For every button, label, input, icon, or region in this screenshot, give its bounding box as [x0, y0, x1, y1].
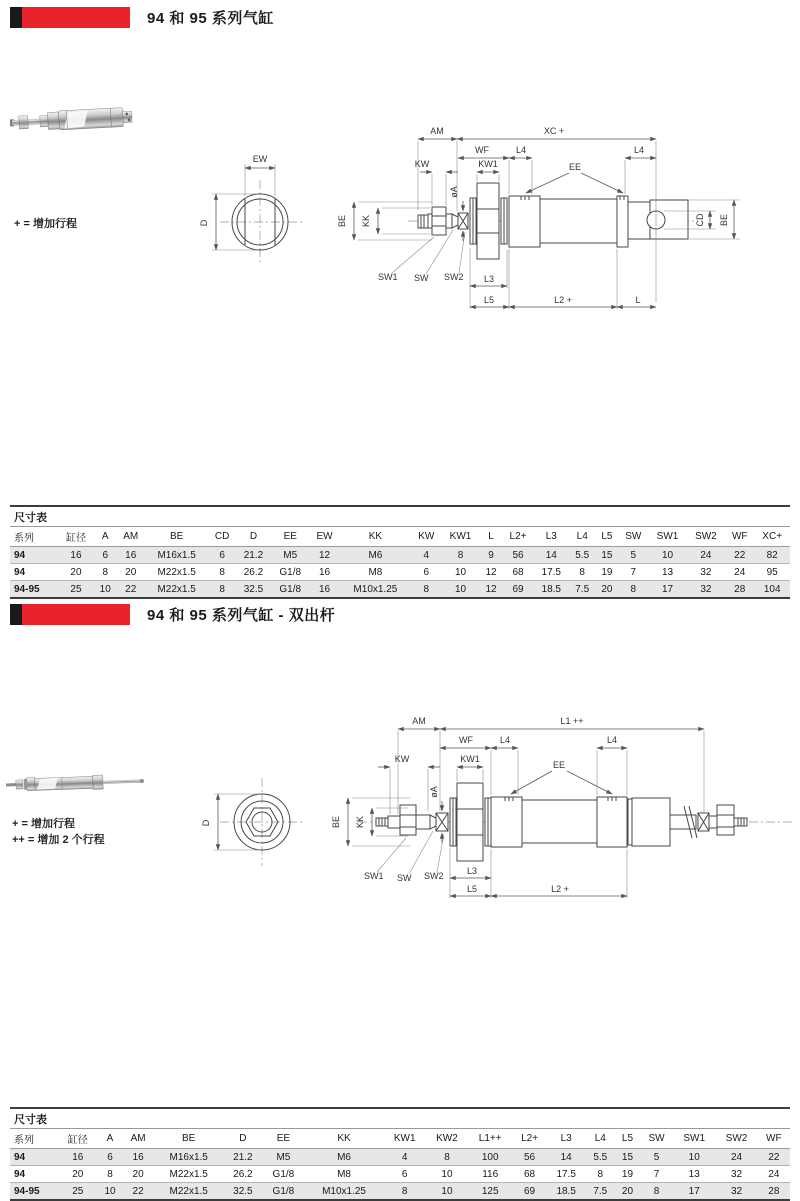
- cylinder-side-view: [331, 716, 792, 898]
- table-row: [10, 1149, 790, 1166]
- value-cell: 8: [569, 564, 596, 581]
- value-cell: 5: [640, 1149, 673, 1166]
- value-cell: 22: [758, 1149, 790, 1166]
- value-cell: 6: [94, 547, 117, 564]
- value-cell: 69: [502, 581, 533, 599]
- value-cell: M22x1.5: [154, 1183, 224, 1201]
- photo-rear-rod: [103, 780, 141, 784]
- column-header: WF: [758, 1129, 790, 1149]
- dim-label-ee: EE: [553, 760, 565, 770]
- value-cell: 16: [122, 1149, 153, 1166]
- value-cell: 12: [309, 547, 339, 564]
- value-cell: 15: [596, 547, 619, 564]
- value-cell: G1/8: [262, 1166, 304, 1183]
- value-cell: 32.5: [224, 1183, 263, 1201]
- value-cell: 8: [640, 1183, 673, 1201]
- value-cell: M5: [271, 547, 309, 564]
- value-cell: M16x1.5: [154, 1149, 224, 1166]
- series-cell: 94: [10, 1166, 58, 1183]
- column-header: L4: [586, 1129, 616, 1149]
- value-cell: 25: [58, 1183, 98, 1201]
- value-cell: 6: [384, 1166, 426, 1183]
- dim-label-be-left: BE: [337, 215, 347, 227]
- column-header: L1++: [468, 1129, 512, 1149]
- value-cell: 6: [208, 547, 236, 564]
- dim-label-dia-a: øA: [429, 786, 439, 798]
- cylinder-side-view: [337, 126, 740, 309]
- value-cell: M8: [340, 564, 412, 581]
- value-cell: 8: [441, 547, 479, 564]
- column-header: A: [98, 1129, 123, 1149]
- table-title: 尺寸表: [10, 505, 790, 527]
- value-cell: M6: [340, 547, 412, 564]
- column-header: L2+: [502, 527, 533, 547]
- dim-label-wf: WF: [475, 145, 489, 155]
- column-header: KW1: [384, 1129, 426, 1149]
- dim-label-kk: KK: [361, 215, 371, 227]
- column-header: KK: [340, 527, 412, 547]
- value-cell: 100: [468, 1149, 512, 1166]
- column-header: SW1: [648, 527, 686, 547]
- value-cell: 20: [615, 1183, 640, 1201]
- value-cell: M10x1.25: [305, 1183, 384, 1201]
- value-cell: M22x1.5: [145, 564, 208, 581]
- value-cell: M6: [305, 1149, 384, 1166]
- dim-label-l3: L3: [467, 866, 477, 876]
- dim-label-l: L: [635, 295, 640, 305]
- stroke-note: [12, 816, 105, 848]
- value-cell: 15: [615, 1149, 640, 1166]
- value-cell: 10: [441, 581, 479, 599]
- value-cell: M22x1.5: [145, 581, 208, 599]
- value-cell: 6: [411, 564, 441, 581]
- dim-label-am: AM: [430, 126, 444, 136]
- value-cell: 19: [596, 564, 619, 581]
- mounting-nut: [470, 183, 507, 259]
- value-cell: 8: [98, 1166, 123, 1183]
- value-cell: 10: [94, 581, 117, 599]
- value-cell: 8: [411, 581, 441, 599]
- column-header: EE: [262, 1129, 304, 1149]
- value-cell: 22: [117, 581, 145, 599]
- value-cell: 13: [648, 564, 686, 581]
- section1-header: [10, 7, 274, 28]
- dim-label-l2: L2 +: [551, 884, 569, 894]
- dim-label-sw1: SW1: [378, 272, 398, 282]
- dim-label-be-right: BE: [719, 214, 729, 226]
- value-cell: 20: [117, 564, 145, 581]
- value-cell: 32: [715, 1183, 757, 1201]
- value-cell: 9: [480, 547, 503, 564]
- dimension-drawing-double-rod: [180, 690, 800, 910]
- dim-label-sw2: SW2: [424, 871, 444, 881]
- dim-label-l5: L5: [467, 884, 477, 894]
- product-photo-single-rod-cylinder: [10, 102, 145, 138]
- dim-label-ee: EE: [569, 162, 581, 172]
- value-cell: 5: [618, 547, 648, 564]
- photo-brand-label: [37, 778, 58, 790]
- value-cell: 95: [754, 564, 790, 581]
- value-cell: 69: [512, 1183, 547, 1201]
- header-red-bar: [22, 604, 130, 625]
- value-cell: 5.5: [586, 1149, 616, 1166]
- value-cell: 10: [426, 1183, 468, 1201]
- value-cell: 24: [715, 1149, 757, 1166]
- dim-label-am: AM: [412, 716, 426, 726]
- dim-label-kw1: KW1: [478, 159, 498, 169]
- dim-label-l5: L5: [484, 295, 494, 305]
- series-cell: 94-95: [10, 581, 58, 599]
- dim-label-kk: KK: [355, 816, 365, 828]
- dim-label-kw: KW: [415, 159, 430, 169]
- dim-label-kw: KW: [395, 754, 410, 764]
- column-header: L2+: [512, 1129, 547, 1149]
- value-cell: M5: [262, 1149, 304, 1166]
- value-cell: 13: [673, 1166, 715, 1183]
- dim-label-l4-right: L4: [607, 735, 617, 745]
- value-cell: 20: [596, 581, 619, 599]
- value-cell: 7.5: [569, 581, 596, 599]
- piston-rod-end: [418, 207, 468, 235]
- table-row: [10, 581, 790, 599]
- column-header: WF: [725, 527, 754, 547]
- column-header: A: [94, 527, 117, 547]
- value-cell: 17.5: [534, 564, 569, 581]
- section2-header: [10, 604, 335, 625]
- value-cell: 16: [309, 581, 339, 599]
- value-cell: 20: [58, 564, 94, 581]
- value-cell: 10: [648, 547, 686, 564]
- value-cell: 68: [512, 1166, 547, 1183]
- column-header: AM: [122, 1129, 153, 1149]
- table-title: 尺寸表: [10, 1107, 790, 1129]
- value-cell: 25: [58, 581, 94, 599]
- value-cell: 12: [480, 581, 503, 599]
- value-cell: 7: [618, 564, 648, 581]
- value-cell: 28: [725, 581, 754, 599]
- cylinder-front-view: [199, 154, 302, 264]
- rear-rod-end: [670, 805, 747, 838]
- value-cell: 24: [758, 1166, 790, 1183]
- column-header: KW2: [426, 1129, 468, 1149]
- series-cell: 94-95: [10, 1183, 58, 1201]
- dim-label-l4-left: L4: [500, 735, 510, 745]
- dim-label-dia-a: øA: [449, 186, 459, 198]
- cylinder-front-view: [201, 778, 304, 866]
- value-cell: 24: [687, 547, 725, 564]
- value-cell: 20: [122, 1166, 153, 1183]
- value-cell: 17.5: [547, 1166, 586, 1183]
- dim-label-xc: XC +: [544, 126, 564, 136]
- value-cell: 4: [384, 1149, 426, 1166]
- value-cell: 32: [687, 581, 725, 599]
- dimension-table-double-rod: [10, 1107, 790, 1201]
- column-header: EE: [271, 527, 309, 547]
- column-header: L3: [534, 527, 569, 547]
- value-cell: 10: [673, 1149, 715, 1166]
- value-cell: 56: [512, 1149, 547, 1166]
- value-cell: M10x1.25: [340, 581, 412, 599]
- dim-label-sw: SW: [414, 273, 429, 283]
- value-cell: 8: [208, 581, 236, 599]
- value-cell: 19: [615, 1166, 640, 1183]
- value-cell: 8: [618, 581, 648, 599]
- value-cell: 16: [309, 564, 339, 581]
- column-header: D: [236, 527, 271, 547]
- series-cell: 94: [10, 1149, 58, 1166]
- value-cell: 32: [715, 1166, 757, 1183]
- value-cell: 20: [58, 1166, 98, 1183]
- value-cell: 8: [208, 564, 236, 581]
- dim-label-d: D: [201, 819, 211, 826]
- dim-label-wf: WF: [459, 735, 473, 745]
- dim-label-l4-right: L4: [634, 145, 644, 155]
- table-row: [10, 1166, 790, 1183]
- table-row: [10, 547, 790, 564]
- dim-label-ew: EW: [253, 154, 268, 164]
- column-header: KW: [411, 527, 441, 547]
- value-cell: 14: [534, 547, 569, 564]
- value-cell: 104: [754, 581, 790, 599]
- column-header: D: [224, 1129, 263, 1149]
- value-cell: M16x1.5: [145, 547, 208, 564]
- dimension-drawing-single-rod: [180, 110, 790, 310]
- header-black-tab: [10, 7, 22, 28]
- value-cell: 22: [725, 547, 754, 564]
- section1-title: 94 和 95 系列气缸: [147, 7, 274, 28]
- value-cell: M22x1.5: [154, 1166, 224, 1183]
- dim-label-sw2: SW2: [444, 272, 464, 282]
- column-header: KK: [305, 1129, 384, 1149]
- stroke-note-line2: ++ = 增加 2 个行程: [12, 834, 105, 846]
- dim-label-sw: SW: [397, 873, 412, 883]
- column-header: AM: [117, 527, 145, 547]
- photo-mount-nut: [48, 112, 60, 130]
- value-cell: 12: [480, 564, 503, 581]
- value-cell: G1/8: [262, 1183, 304, 1201]
- dim-label-l2: L2 +: [554, 295, 572, 305]
- value-cell: 8: [384, 1183, 426, 1201]
- value-cell: 68: [502, 564, 533, 581]
- column-header: 系列: [10, 1129, 58, 1149]
- rear-clevis: [647, 200, 688, 239]
- dim-label-kw1: KW1: [460, 754, 480, 764]
- column-header: L5: [596, 527, 619, 547]
- value-cell: 8: [586, 1166, 616, 1183]
- column-header: L3: [547, 1129, 586, 1149]
- value-cell: 125: [468, 1183, 512, 1201]
- cylinder-body: [509, 196, 650, 247]
- photo-rod-nut: [19, 116, 29, 129]
- column-header: 系列: [10, 527, 58, 547]
- column-header: XC+: [754, 527, 790, 547]
- stroke-note: + = 增加行程: [14, 216, 77, 232]
- value-cell: 32.5: [236, 581, 271, 599]
- value-cell: 7.5: [586, 1183, 616, 1201]
- dim-label-be: BE: [331, 816, 341, 828]
- value-cell: 8: [426, 1149, 468, 1166]
- cylinder-body: [491, 797, 670, 847]
- value-cell: 82: [754, 547, 790, 564]
- value-cell: 4: [411, 547, 441, 564]
- column-header: SW: [618, 527, 648, 547]
- value-cell: 16: [117, 547, 145, 564]
- table-row: [10, 1183, 790, 1201]
- series-cell: 94: [10, 547, 58, 564]
- value-cell: G1/8: [271, 581, 309, 599]
- column-header: BE: [154, 1129, 224, 1149]
- value-cell: 17: [673, 1183, 715, 1201]
- value-cell: 17: [648, 581, 686, 599]
- value-cell: G1/8: [271, 564, 309, 581]
- dimension-table: [10, 527, 790, 599]
- series-cell: 94: [10, 564, 58, 581]
- column-header: KW1: [441, 527, 479, 547]
- dim-label-d: D: [199, 219, 209, 226]
- value-cell: 16: [58, 1149, 98, 1166]
- section2-title: 94 和 95 系列气缸 - 双出杆: [147, 604, 335, 625]
- value-cell: 21.2: [236, 547, 271, 564]
- dim-label-cd: CD: [695, 213, 705, 226]
- dim-label-l1: L1 ++: [560, 716, 583, 726]
- value-cell: 22: [122, 1183, 153, 1201]
- value-cell: 10: [426, 1166, 468, 1183]
- value-cell: 10: [441, 564, 479, 581]
- value-cell: 14: [547, 1149, 586, 1166]
- column-header: L5: [615, 1129, 640, 1149]
- product-photo-double-rod-cylinder: [6, 763, 146, 805]
- value-cell: 5.5: [569, 547, 596, 564]
- value-cell: 16: [58, 547, 94, 564]
- column-header: EW: [309, 527, 339, 547]
- table-header-row: [10, 527, 790, 547]
- value-cell: 26.2: [236, 564, 271, 581]
- value-cell: 18.5: [547, 1183, 586, 1201]
- value-cell: 18.5: [534, 581, 569, 599]
- dim-label-l3: L3: [484, 274, 494, 284]
- front-rod-end: [376, 805, 448, 835]
- header-black-tab: [10, 604, 22, 625]
- value-cell: 56: [502, 547, 533, 564]
- value-cell: 8: [94, 564, 117, 581]
- dim-label-l4-left: L4: [516, 145, 526, 155]
- stroke-note-line1: + = 增加行程: [12, 818, 75, 830]
- header-red-bar: [22, 7, 130, 28]
- column-header: SW: [640, 1129, 673, 1149]
- dimension-table: [10, 1129, 790, 1201]
- column-header: 缸径: [58, 1129, 98, 1149]
- value-cell: 28: [758, 1183, 790, 1201]
- value-cell: 6: [98, 1149, 123, 1166]
- column-header: BE: [145, 527, 208, 547]
- column-header: 缸径: [58, 527, 94, 547]
- table-row: [10, 564, 790, 581]
- value-cell: M8: [305, 1166, 384, 1183]
- table-header-row: [10, 1129, 790, 1149]
- value-cell: 32: [687, 564, 725, 581]
- column-header: CD: [208, 527, 236, 547]
- value-cell: 116: [468, 1166, 512, 1183]
- column-header: L: [480, 527, 503, 547]
- value-cell: 21.2: [224, 1149, 263, 1166]
- value-cell: 10: [98, 1183, 123, 1201]
- dimension-table-single-rod: [10, 505, 790, 599]
- value-cell: 7: [640, 1166, 673, 1183]
- column-header: SW1: [673, 1129, 715, 1149]
- column-header: SW2: [715, 1129, 757, 1149]
- value-cell: 24: [725, 564, 754, 581]
- dim-label-sw1: SW1: [364, 871, 384, 881]
- value-cell: 26.2: [224, 1166, 263, 1183]
- mounting-nut: [450, 783, 491, 861]
- column-header: L4: [569, 527, 596, 547]
- column-header: SW2: [687, 527, 725, 547]
